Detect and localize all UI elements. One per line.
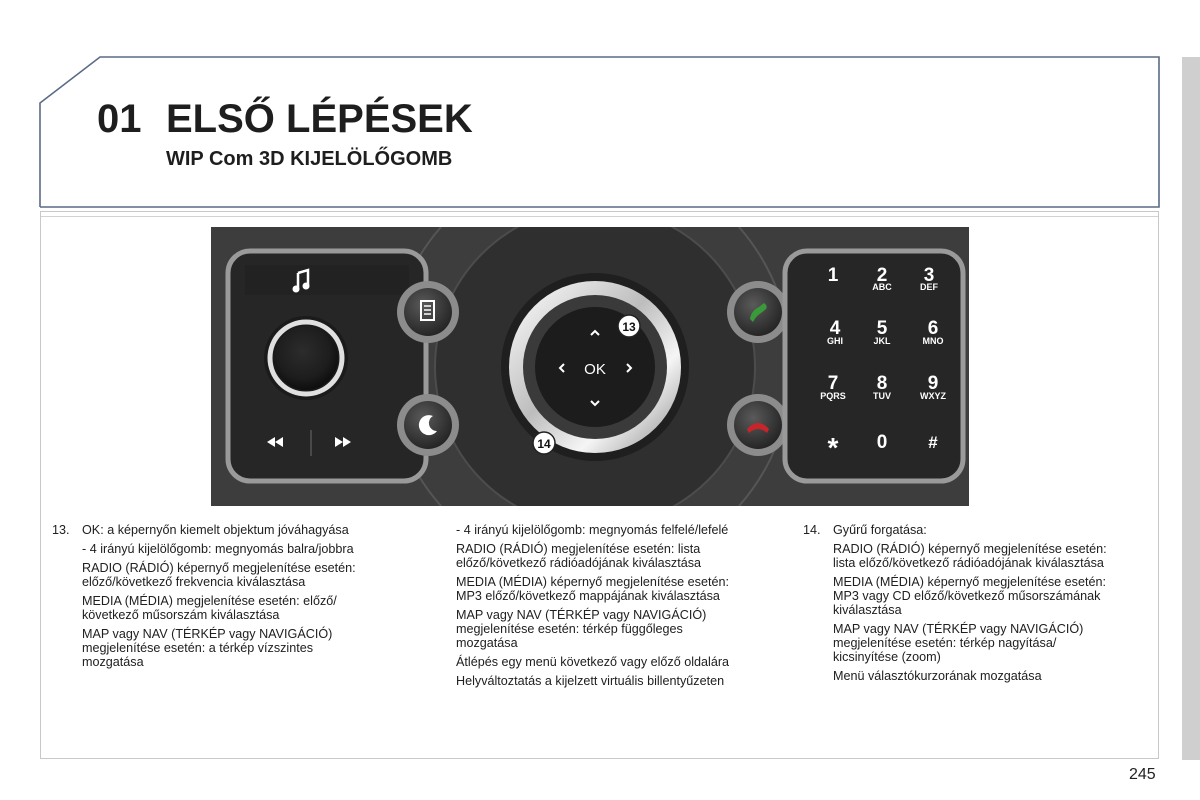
key-0[interactable]: 0 (876, 432, 888, 453)
key-3-letters: DEF (920, 282, 938, 292)
key-star[interactable]: * (827, 432, 839, 463)
col3-paragraph: MAP vagy NAV (TÉRKÉP vagy NAVIGÁCIÓ) megjelenítése esetén: térkép nagyítása/ kicsinyítése (zoom) (833, 622, 1084, 664)
callout-14 (533, 432, 555, 454)
key-8[interactable]: 8 (876, 373, 888, 394)
key-2-letters: ABC (872, 282, 892, 292)
ok-button[interactable]: OK (584, 361, 606, 378)
col1-paragraph: RADIO (RÁDIÓ) képernyő megjelenítése esetén: előző/következő frekvencia kiválasztása (82, 561, 356, 589)
item-number-14: 14. (803, 523, 821, 537)
key-9-letters: WXYZ (920, 391, 946, 401)
key-5[interactable]: 5 (876, 318, 888, 339)
col3-paragraph: MEDIA (MÉDIA) képernyő megjelenítése esetén: MP3 vagy CD előző/következő műsorszámának kiválasztása (833, 575, 1106, 617)
col2-paragraph: RADIO (RÁDIÓ) megjelenítése esetén: lista előző/következő rádióadójának kiválasztása (456, 542, 702, 570)
col1-paragraph: MAP vagy NAV (TÉRKÉP vagy NAVIGÁCIÓ) megjelenítése esetén: a térkép vízszintes mozgatása (82, 627, 333, 669)
item-number-13: 13. (52, 523, 70, 537)
key-8-letters: TUV (873, 391, 891, 401)
key-7[interactable]: 7 (827, 373, 839, 394)
control-panel-illustration (211, 227, 969, 506)
key-1[interactable]: 1 (827, 265, 839, 286)
chapter-number: 01 (97, 97, 142, 141)
chapter-subtitle: WIP Com 3D KIJELÖLŐGOMB (166, 148, 453, 170)
callout-14-label: 14 (537, 437, 551, 451)
key-3[interactable]: 3 (923, 265, 935, 286)
col2-paragraph: MAP vagy NAV (TÉRKÉP vagy NAVIGÁCIÓ) megjelenítése esetén: térkép függőleges mozgatása (456, 608, 707, 650)
key-2[interactable]: 2 (876, 265, 888, 286)
callout-13 (618, 315, 640, 337)
description-column-3 (803, 523, 1163, 688)
col1-paragraph: OK: a képernyőn kiemelt objektum jóváhagyása (82, 523, 349, 537)
col3-paragraph: RADIO (RÁDIÓ) képernyő megjelenítése esetén: lista előző/következő rádióadójának kiválasztása (833, 542, 1107, 570)
page-number: 245 (1129, 766, 1156, 783)
key-4-letters: GHI (826, 336, 844, 346)
callout-13-label: 13 (622, 320, 636, 334)
key-9[interactable]: 9 (927, 373, 939, 394)
col2-paragraph: MEDIA (MÉDIA) képernyő megjelenítése esetén: MP3 előző/következő mappájának kiválasztása (456, 575, 729, 603)
col2-paragraph: - 4 irányú kijelölőgomb: megnyomás felfelé/lefelé (456, 523, 729, 537)
key-6[interactable]: 6 (927, 318, 939, 339)
key-6-letters: MNO (922, 336, 944, 346)
chapter-title: ELSŐ LÉPÉSEK (166, 97, 473, 141)
col2-paragraph: Átlépés egy menü következő vagy előző oldalára (456, 655, 730, 669)
description-column-2 (456, 523, 786, 693)
col3-paragraph: Menü választókurzorának mozgatása (833, 669, 1042, 683)
col3-paragraph: Gyűrű forgatása: (833, 523, 927, 537)
col2-paragraph: Helyváltoztatás a kijelzett virtuális billentyűzeten (456, 674, 725, 688)
key-5-letters: JKL (873, 336, 891, 346)
col1-paragraph: - 4 irányú kijelölőgomb: megnyomás balra/jobbra (82, 542, 354, 556)
key-hash[interactable]: # (928, 433, 938, 452)
description-column-1 (52, 523, 422, 674)
key-4[interactable]: 4 (829, 318, 841, 339)
key-7-letters: PQRS (820, 391, 846, 401)
col1-paragraph: MEDIA (MÉDIA) megjelenítése esetén: előző/ következő műsorszám kiválasztása (82, 594, 337, 622)
side-tab (1182, 57, 1200, 760)
